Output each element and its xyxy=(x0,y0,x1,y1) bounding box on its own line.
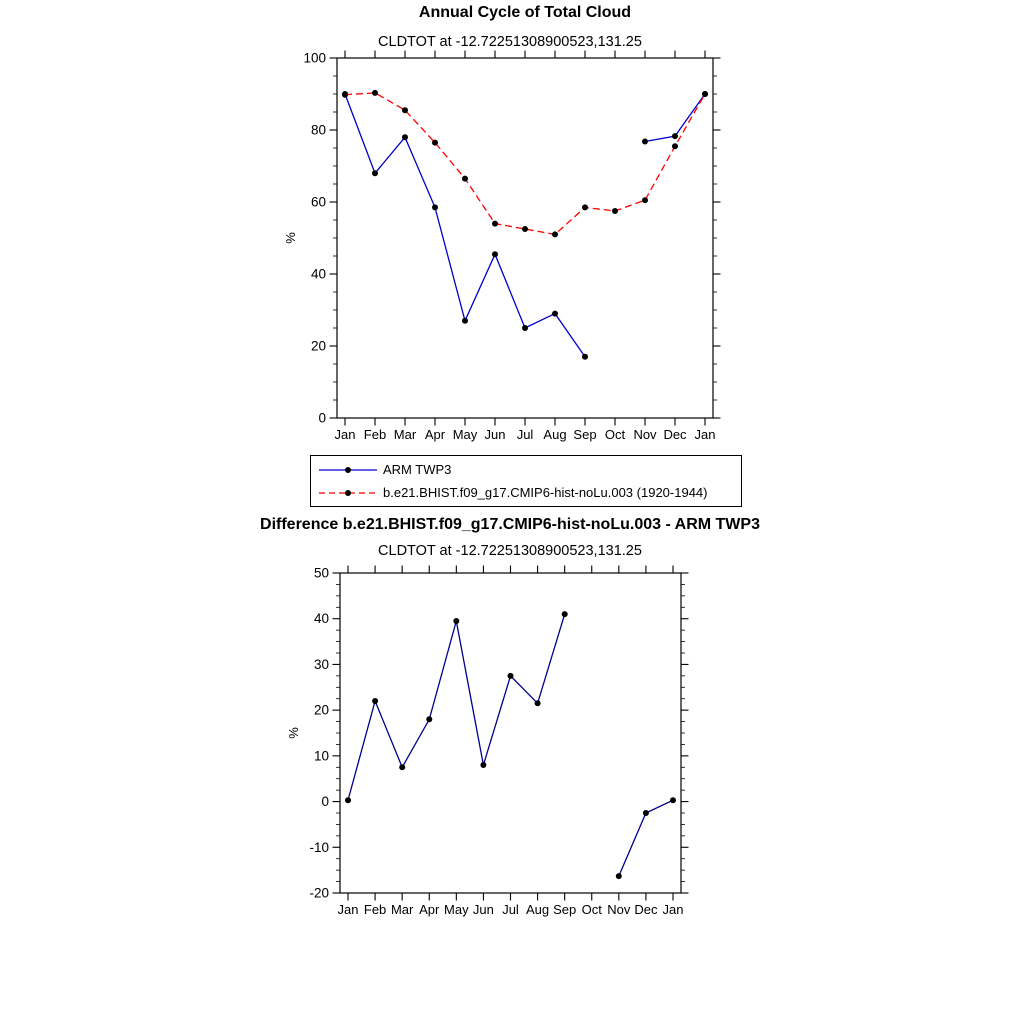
data-point-marker xyxy=(402,107,408,113)
top-chart-subtitle: CLDTOT at -12.72251308900523,131.25 xyxy=(378,34,642,50)
data-point-marker xyxy=(432,204,438,210)
x-tick-label: Jul xyxy=(516,427,534,442)
data-point-marker xyxy=(426,716,432,722)
y-tick-label: 40 xyxy=(310,266,326,282)
data-point-marker xyxy=(582,354,588,360)
legend xyxy=(310,455,742,507)
x-tick-label: May xyxy=(452,427,478,442)
x-tick-label: May xyxy=(444,902,469,917)
data-point-marker xyxy=(643,810,649,816)
difference-chart-plot xyxy=(280,560,740,930)
legend-label-arm-twp3: ARM TWP3 xyxy=(383,462,452,477)
difference-chart-title: Difference b.e21.BHIST.f09_g17.CMIP6-hist-noLu.003 - ARM TWP3 xyxy=(260,516,760,533)
data-point-marker xyxy=(552,311,558,317)
difference-chart-subtitle: CLDTOT at -12.72251308900523,131.25 xyxy=(378,543,642,559)
y-tick-label: -20 xyxy=(309,885,329,901)
data-point-marker xyxy=(562,611,568,617)
data-point-marker xyxy=(462,318,468,324)
data-point-marker xyxy=(345,797,351,803)
legend-marker xyxy=(345,467,351,473)
y-tick-label: 10 xyxy=(313,748,329,764)
data-point-marker xyxy=(399,764,405,770)
x-tick-label: Jun xyxy=(484,427,506,442)
series-line-1 xyxy=(345,93,705,235)
data-point-marker xyxy=(522,226,528,232)
data-point-marker xyxy=(372,170,378,176)
data-point-marker xyxy=(372,698,378,704)
y-tick-label: 0 xyxy=(318,410,326,426)
x-tick-label: Jan xyxy=(694,427,716,442)
x-tick-label: Aug xyxy=(526,902,550,917)
x-tick-label: Jan xyxy=(337,902,359,917)
data-point-marker xyxy=(432,140,438,146)
data-point-marker xyxy=(670,797,676,803)
y-axis-label: % xyxy=(283,232,298,244)
x-tick-label: Jun xyxy=(472,902,494,917)
x-tick-label: Sep xyxy=(573,427,597,442)
data-point-marker xyxy=(582,204,588,210)
plot-frame xyxy=(337,58,713,418)
data-point-marker xyxy=(672,133,678,139)
legend-item-arm-twp3 xyxy=(317,458,735,481)
x-tick-label: Aug xyxy=(543,427,567,442)
y-axis-label: % xyxy=(286,727,301,739)
data-point-marker xyxy=(492,221,498,227)
legend-item-model xyxy=(317,481,735,504)
x-tick-label: Apr xyxy=(424,427,446,442)
x-tick-label: Dec xyxy=(663,427,687,442)
y-tick-label: 40 xyxy=(313,611,329,627)
top-chart-plot xyxy=(270,50,770,470)
y-tick-label: 0 xyxy=(321,794,329,810)
x-tick-label: Jul xyxy=(502,902,519,917)
legend-marker xyxy=(345,490,351,496)
x-tick-label: Mar xyxy=(393,427,417,442)
data-point-marker xyxy=(642,139,648,145)
y-tick-label: 60 xyxy=(310,194,326,210)
data-point-marker xyxy=(462,176,468,182)
data-point-marker xyxy=(372,90,378,96)
x-tick-label: Apr xyxy=(419,902,440,917)
x-tick-label: Feb xyxy=(363,902,387,917)
data-point-marker xyxy=(402,134,408,140)
data-point-marker xyxy=(522,325,528,331)
y-tick-label: 20 xyxy=(310,338,326,354)
data-point-marker xyxy=(535,700,541,706)
data-point-marker xyxy=(702,91,708,97)
x-tick-label: Dec xyxy=(634,902,658,917)
x-tick-label: Oct xyxy=(604,427,626,442)
x-tick-label: Sep xyxy=(553,902,577,917)
data-point-marker xyxy=(612,208,618,214)
data-point-marker xyxy=(453,618,459,624)
y-tick-label: 50 xyxy=(313,565,329,581)
legend-label-model: b.e21.BHIST.f09_g17.CMIP6-hist-noLu.003 (1920-1944) xyxy=(383,485,708,500)
series-line-0 xyxy=(348,614,673,876)
data-point-marker xyxy=(552,231,558,237)
x-tick-label: Jan xyxy=(334,427,356,442)
legend-line-sample-model xyxy=(317,487,379,499)
data-point-marker xyxy=(672,143,678,149)
y-tick-label: 80 xyxy=(310,122,326,138)
y-tick-label: 100 xyxy=(303,50,326,66)
x-tick-label: Nov xyxy=(633,427,657,442)
data-point-marker xyxy=(642,197,648,203)
x-tick-label: Jan xyxy=(662,902,684,917)
x-tick-label: Mar xyxy=(390,902,414,917)
data-point-marker xyxy=(492,251,498,257)
y-tick-label: 20 xyxy=(313,702,329,718)
top-chart-title: Annual Cycle of Total Cloud xyxy=(418,4,632,21)
series-line-0 xyxy=(345,94,705,357)
plot-frame xyxy=(340,573,681,893)
data-point-marker xyxy=(508,673,514,679)
data-point-marker xyxy=(616,873,622,879)
data-point-marker xyxy=(342,92,348,98)
x-tick-label: Oct xyxy=(581,902,602,917)
data-point-marker xyxy=(480,762,486,768)
y-tick-label: 30 xyxy=(313,656,329,672)
y-tick-label: -10 xyxy=(309,839,329,855)
legend-line-sample-arm-twp3 xyxy=(317,464,379,476)
x-tick-label: Feb xyxy=(363,427,387,442)
x-tick-label: Nov xyxy=(607,902,631,917)
